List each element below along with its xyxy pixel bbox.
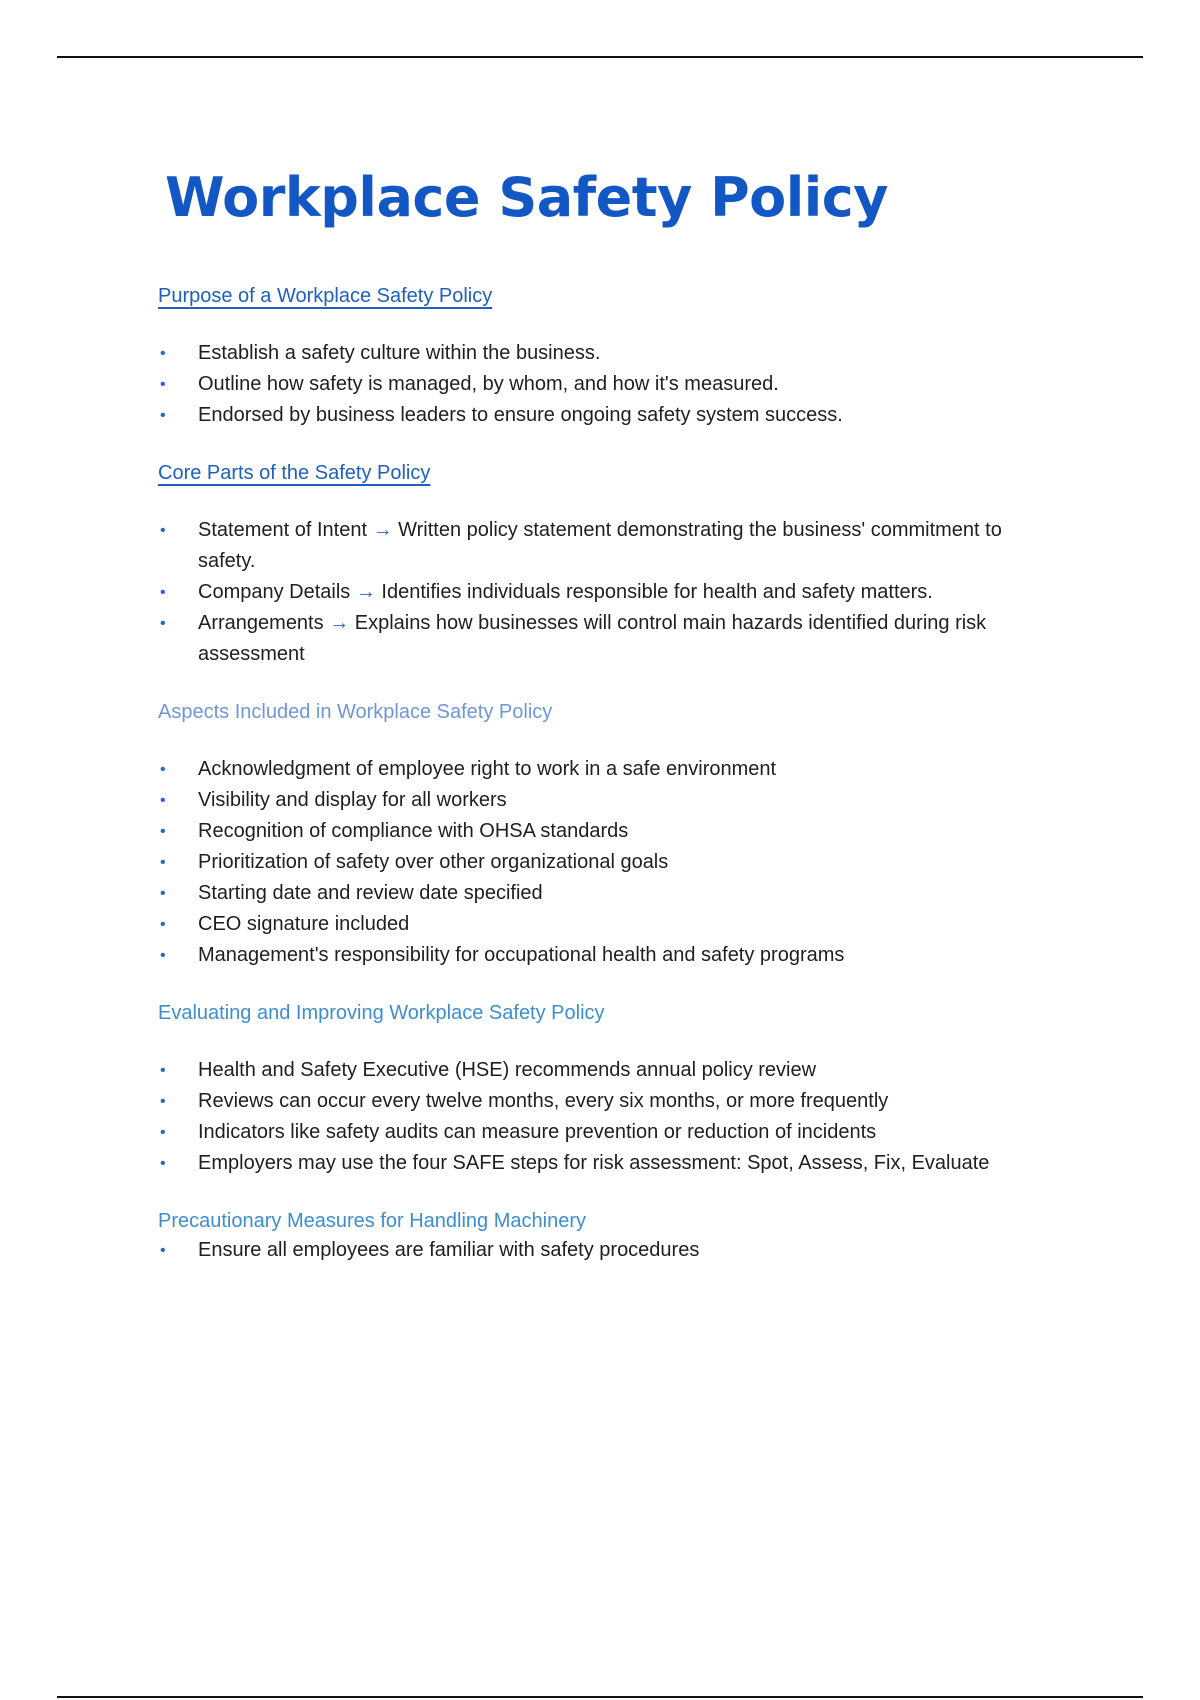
- right-arrow-icon: →: [372, 519, 393, 541]
- list-item: • Management's responsibility for occupational health and safety programs: [158, 940, 1058, 971]
- section-heading-evaluating: Evaluating and Improving Workplace Safety Policy: [158, 1002, 605, 1024]
- bullet-dot-icon: •: [160, 376, 166, 393]
- bullet-dot-icon: •: [160, 947, 166, 964]
- bullet-dot-icon: •: [160, 345, 166, 362]
- list-item: [158, 577, 1058, 608]
- list-item: • Reviews can occur every twelve months, every six months, or more frequently: [158, 1086, 1058, 1117]
- bullet-dot-icon: •: [160, 1124, 166, 1141]
- item-text: Identifies individuals responsible for health and safety matters.: [381, 581, 933, 603]
- right-arrow-icon: →: [329, 612, 350, 634]
- item-term: Arrangements: [198, 612, 324, 634]
- bullet-dot-icon: •: [160, 584, 166, 601]
- item-text: Explains how businesses will control main hazards identified during risk assessment: [198, 612, 987, 665]
- section-heading-core-parts[interactable]: Core Parts of the Safety Policy: [158, 462, 431, 484]
- bullet-dot-icon: •: [160, 1242, 166, 1259]
- aspects-list: [158, 754, 1058, 971]
- list-item: • Recognition of compliance with OHSA standards: [158, 816, 1058, 847]
- bullet-dot-icon: •: [160, 854, 166, 871]
- bullet-dot-icon: •: [160, 761, 166, 778]
- core-parts-list: [158, 515, 1058, 670]
- purpose-list: [158, 338, 1058, 431]
- precautionary-list: [158, 1235, 1058, 1266]
- list-item: • Health and Safety Executive (HSE) recommends annual policy review: [158, 1055, 1058, 1086]
- bottom-rule: [57, 1696, 1143, 1698]
- top-rule: [57, 56, 1143, 58]
- bullet-dot-icon: •: [160, 1093, 166, 1110]
- bullet-dot-icon: •: [160, 823, 166, 840]
- list-item: • Indicators like safety audits can measure prevention or reduction of incidents: [158, 1117, 1058, 1148]
- list-item: • Starting date and review date specified: [158, 878, 1058, 909]
- bullet-dot-icon: •: [160, 916, 166, 933]
- list-item: • Employers may use the four SAFE steps for risk assessment: Spot, Assess, Fix, Evaluate: [158, 1148, 1058, 1179]
- bullet-dot-icon: •: [160, 615, 166, 632]
- list-item: [158, 608, 1058, 670]
- item-text: Written policy statement demonstrating the business' commitment to safety.: [198, 519, 1002, 572]
- section-heading-precautionary: Precautionary Measures for Handling Machinery: [158, 1210, 586, 1232]
- list-item: • Acknowledgment of employee right to work in a safe environment: [158, 754, 1058, 785]
- list-item: • Establish a safety culture within the business.: [158, 338, 1058, 369]
- section-heading-aspects: Aspects Included in Workplace Safety Policy: [158, 701, 553, 723]
- evaluating-list: [158, 1055, 1058, 1179]
- list-item: • Prioritization of safety over other organizational goals: [158, 847, 1058, 878]
- item-term: Statement of Intent: [198, 519, 367, 541]
- list-item: [158, 515, 1058, 577]
- list-item: • Visibility and display for all workers: [158, 785, 1058, 816]
- page-title: Workplace Safety Policy: [165, 166, 888, 229]
- bullet-dot-icon: •: [160, 792, 166, 809]
- bullet-dot-icon: •: [160, 1155, 166, 1172]
- list-item: • CEO signature included: [158, 909, 1058, 940]
- list-item: • Ensure all employees are familiar with safety procedures: [158, 1235, 1058, 1266]
- item-term: Company Details: [198, 581, 351, 603]
- bullet-dot-icon: •: [160, 407, 166, 424]
- list-item: • Outline how safety is managed, by whom, and how it's measured.: [158, 369, 1058, 400]
- bullet-dot-icon: •: [160, 522, 166, 539]
- list-item: • Endorsed by business leaders to ensure ongoing safety system success.: [158, 400, 1058, 431]
- right-arrow-icon: →: [355, 581, 376, 603]
- bullet-dot-icon: •: [160, 1062, 166, 1079]
- section-heading-purpose[interactable]: Purpose of a Workplace Safety Policy: [158, 285, 493, 307]
- document-body: [158, 282, 1058, 1266]
- bullet-dot-icon: •: [160, 885, 166, 902]
